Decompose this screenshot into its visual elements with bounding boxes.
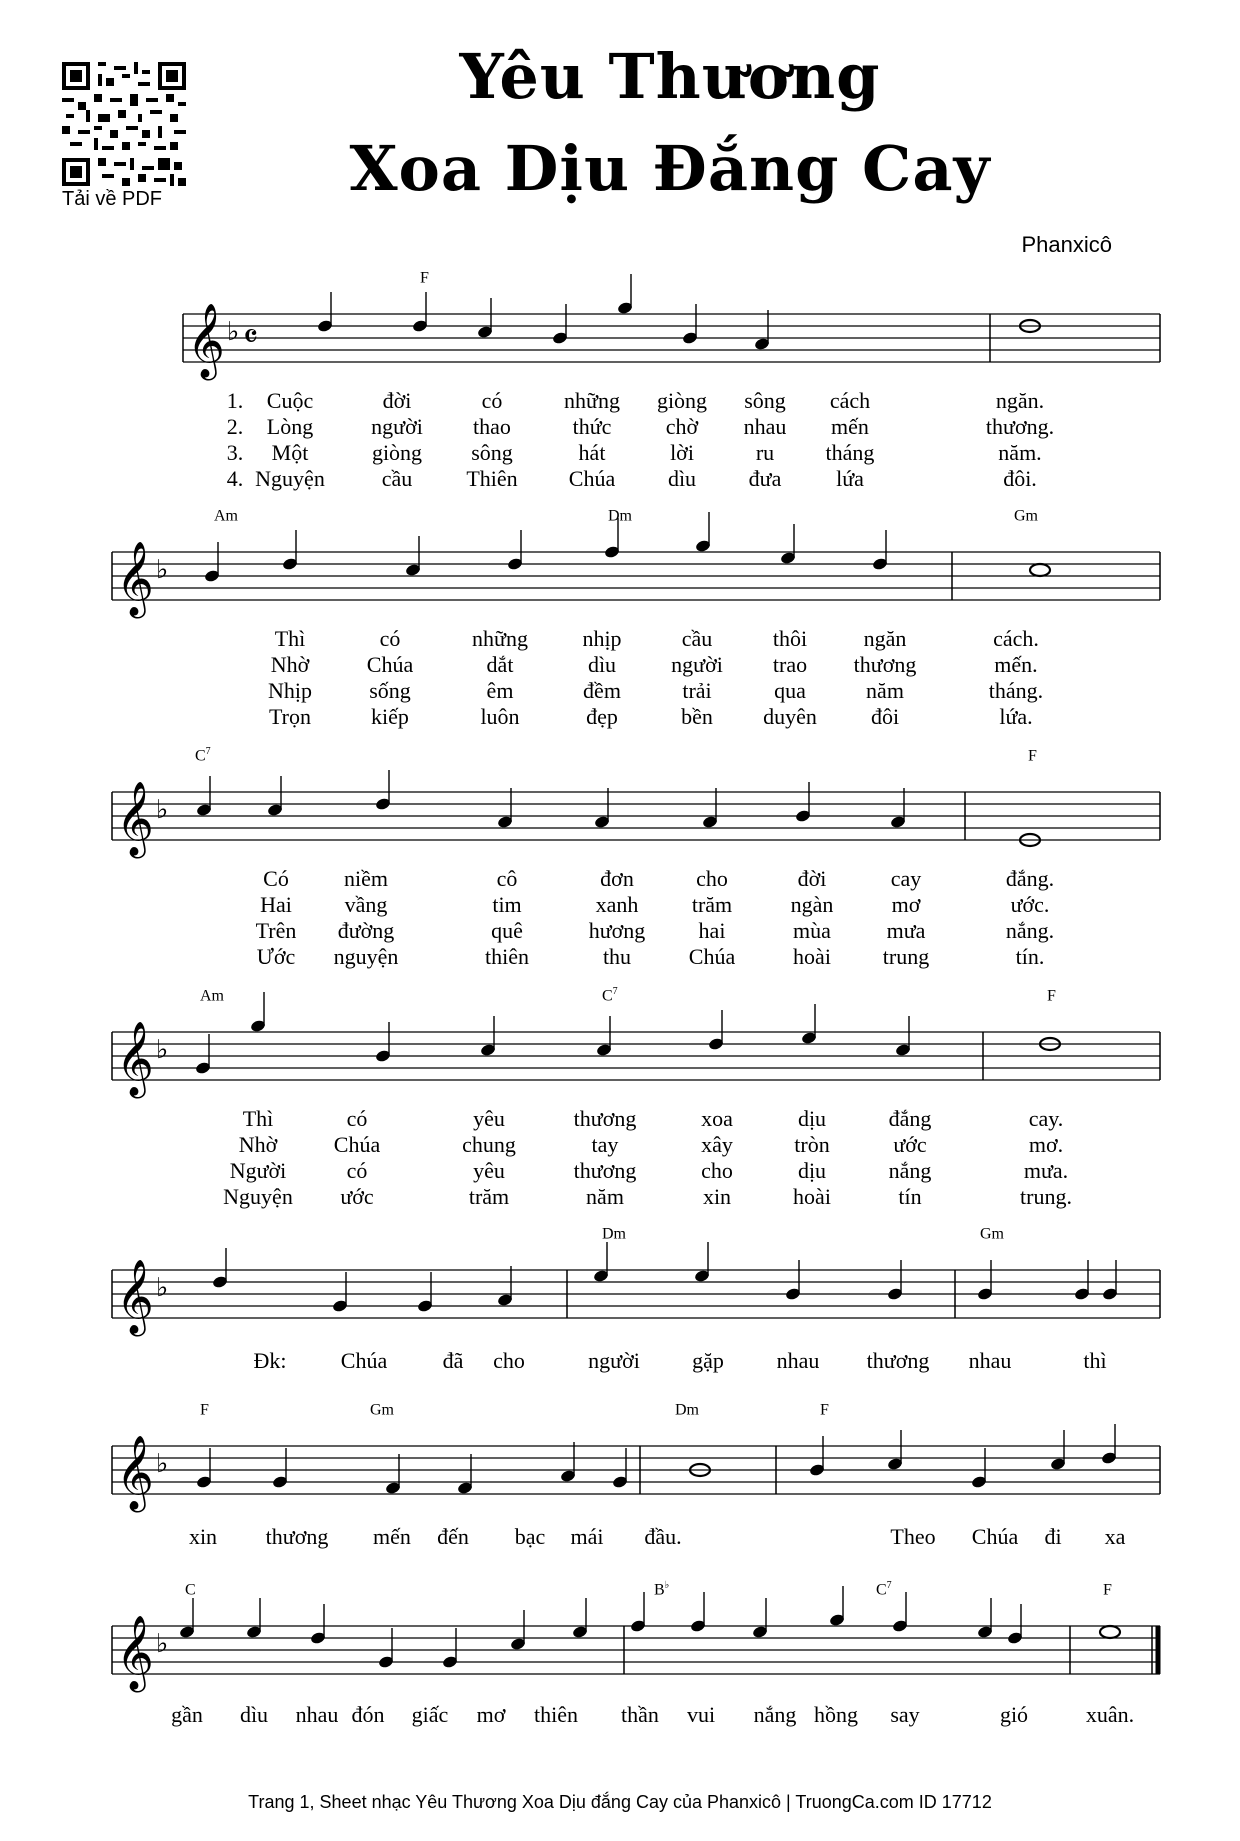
- lyric-syllable: hát: [578, 440, 606, 465]
- lyric-syllable: nắng: [753, 1702, 797, 1727]
- lyric-syllable: mơ: [476, 1702, 506, 1727]
- lyric-syllable: mến: [373, 1524, 411, 1549]
- lyric-syllable: đã: [442, 1348, 464, 1373]
- lyric-syllable: lời: [670, 440, 694, 465]
- lyric-syllable: có: [481, 388, 503, 413]
- lyric-syllable: giòng: [371, 440, 423, 465]
- lyric-syllable: Một: [271, 440, 309, 465]
- lyric-syllable: Chúa: [568, 466, 616, 491]
- treble-clef-icon: 𝄞: [187, 304, 225, 378]
- lyric-line-verse-1: [0, 626, 1240, 652]
- chord-symbol: F: [420, 269, 429, 287]
- lyric-syllable: cay: [890, 866, 922, 891]
- lyric-syllable: sông: [471, 440, 513, 465]
- lyric-syllable: thiên: [534, 1702, 578, 1727]
- lyric-syllable: cay.: [1028, 1106, 1064, 1131]
- lyric-line-verse-1: [0, 1348, 1240, 1374]
- lyric-syllable: dắt: [486, 652, 514, 677]
- lyric-line-verse-3: [0, 440, 1240, 466]
- lyric-syllable: xoa: [701, 1106, 733, 1131]
- lyric-syllable: xây: [701, 1132, 733, 1157]
- lyric-syllable: đềm: [583, 678, 621, 703]
- lyric-syllable: Hai: [260, 892, 292, 917]
- song-title-line-1: Yêu Thương: [459, 40, 881, 113]
- lyric-syllable: mơ.: [1028, 1132, 1064, 1157]
- lyric-syllable: tháng.: [988, 678, 1044, 703]
- lyric-syllable: đón: [351, 1702, 385, 1727]
- lyric-syllable: đầu.: [644, 1524, 682, 1549]
- download-pdf-label[interactable]: Tải về PDF: [62, 188, 163, 210]
- lyric-syllable: thương: [853, 652, 917, 677]
- lyric-syllable: năm.: [998, 440, 1042, 465]
- lyric-syllable: hương: [588, 918, 646, 943]
- key-signature-flat-icon: ♭: [156, 1449, 169, 1479]
- lyric-syllable: hoài: [793, 1184, 831, 1209]
- lyric-syllable: ngăn.: [995, 388, 1045, 413]
- treble-clef-icon: 𝄞: [116, 1022, 154, 1096]
- lyric-syllable: 4.: [226, 466, 244, 491]
- lyric-syllable: nguyện: [333, 944, 399, 969]
- chord-symbol: F: [1047, 987, 1056, 1005]
- lyric-syllable: say: [890, 1702, 920, 1727]
- chord-symbol: F: [200, 1401, 209, 1419]
- chord-symbol: Dm: [608, 507, 632, 525]
- chord-symbol: Gm: [370, 1401, 394, 1419]
- lyric-syllable: Chúa: [333, 1132, 381, 1157]
- lyric-syllable: dìu: [667, 466, 697, 491]
- whole-note: [1030, 564, 1050, 576]
- lyric-syllable: Có: [263, 866, 289, 891]
- lyric-syllable: thương.: [985, 414, 1055, 439]
- lyric-syllable: yêu: [473, 1106, 505, 1131]
- key-signature-flat-icon: ♭: [156, 1273, 169, 1303]
- key-signature-flat-icon: ♭: [156, 795, 169, 825]
- lyric-syllable: Chúa: [340, 1348, 388, 1373]
- chord-symbol: Gm: [1014, 507, 1038, 525]
- treble-clef-icon: 𝄞: [116, 1260, 154, 1334]
- lyric-syllable: Theo: [890, 1524, 936, 1549]
- treble-clef-icon: 𝄞: [116, 1436, 154, 1510]
- treble-clef-icon: 𝄞: [116, 1616, 154, 1690]
- lyric-syllable: thương: [573, 1106, 637, 1131]
- lyric-syllable: 2.: [226, 414, 244, 439]
- whole-note: [1100, 1626, 1120, 1638]
- lyric-syllable: mơ: [891, 892, 921, 917]
- page-footer: Trang 1, Sheet nhạc Yêu Thương Xoa Dịu đắng Cay của Phanxicô | TruongCa.com ID 17712: [248, 1792, 992, 1812]
- lyric-syllable: năm: [866, 678, 904, 703]
- lyric-syllable: Chúa: [688, 944, 736, 969]
- lyric-syllable: hoài: [793, 944, 831, 969]
- staff-system-4: [0, 1002, 1240, 1096]
- lyric-syllable: ước: [893, 1132, 927, 1157]
- lyric-syllable: thì: [1083, 1348, 1107, 1373]
- lyric-syllable: Nhờ: [238, 1132, 278, 1157]
- lyric-syllable: Lòng: [266, 414, 314, 439]
- lyric-syllable: mến.: [994, 652, 1038, 677]
- lyric-syllable: Nhờ: [270, 652, 310, 677]
- lyric-syllable: ru: [755, 440, 775, 465]
- lyric-line-verse-2: [0, 892, 1240, 918]
- lyric-syllable: gặp: [692, 1348, 724, 1373]
- chord-symbol: Am: [214, 507, 238, 525]
- lyric-syllable: người: [671, 652, 723, 677]
- lyric-syllable: trăm: [691, 892, 733, 917]
- lyric-line-verse-4: [0, 704, 1240, 730]
- lyric-syllable: Thiên: [466, 466, 518, 491]
- lyric-syllable: ngăn: [863, 626, 907, 651]
- lyric-syllable: gió: [999, 1702, 1029, 1727]
- lyric-syllable: Trên: [255, 918, 297, 943]
- lyric-syllable: tay: [591, 1132, 619, 1157]
- lyric-syllable: tròn: [794, 1132, 830, 1157]
- lyric-syllable: cách: [829, 388, 871, 413]
- lyric-syllable: Nhịp: [268, 678, 312, 703]
- lyric-syllable: nhau: [295, 1702, 339, 1727]
- lyric-syllable: tháng: [825, 440, 875, 465]
- chord-symbol: F: [1103, 1581, 1112, 1599]
- lyric-syllable: hồng: [814, 1702, 858, 1727]
- staff-system-2: [0, 522, 1240, 616]
- lyric-syllable: nhịp: [582, 626, 622, 651]
- lyric-syllable: đời: [382, 388, 412, 413]
- lyric-syllable: đời: [797, 866, 827, 891]
- lyric-syllable: kiếp: [371, 704, 409, 729]
- chord-symbol: F: [1028, 747, 1037, 765]
- lyric-syllable: những: [564, 388, 620, 413]
- lyric-syllable: những: [472, 626, 528, 651]
- lyric-syllable: duyên: [763, 704, 817, 729]
- lyric-syllable: êm: [486, 678, 514, 703]
- lyric-line-verse-4: [0, 466, 1240, 492]
- lyric-syllable: 3.: [226, 440, 244, 465]
- key-signature-flat-icon: ♭: [227, 317, 240, 347]
- lyric-syllable: đôi.: [1003, 466, 1037, 491]
- staff-system-7: [0, 1596, 1240, 1690]
- lyric-syllable: quê: [491, 918, 523, 943]
- lyric-line-verse-2: [0, 652, 1240, 678]
- lyric-syllable: thần: [621, 1702, 659, 1727]
- lyric-syllable: trung.: [1020, 1184, 1072, 1209]
- lyric-syllable: cầu: [381, 466, 413, 491]
- lyric-syllable: thôi: [772, 626, 808, 651]
- lyric-line-verse-2: [0, 1132, 1240, 1158]
- lyric-syllable: thương: [265, 1524, 329, 1549]
- lyric-syllable: sông: [744, 388, 786, 413]
- staff-system-5: [0, 1240, 1240, 1334]
- lyric-syllable: ước.: [1010, 892, 1050, 917]
- lyric-syllable: đơn: [600, 866, 634, 891]
- lyric-syllable: chờ: [665, 414, 699, 439]
- lyric-syllable: thao: [473, 414, 511, 439]
- lyric-syllable: người: [371, 414, 423, 439]
- lyric-syllable: gần: [171, 1702, 203, 1727]
- lyric-syllable: Thì: [274, 626, 306, 651]
- lyric-syllable: 1.: [226, 388, 244, 413]
- lyric-syllable: thiên: [485, 944, 529, 969]
- lyric-syllable: dịu: [797, 1106, 827, 1131]
- lyric-syllable: vui: [686, 1702, 716, 1727]
- chord-symbol: C: [185, 1581, 196, 1599]
- lyric-syllable: lứa.: [999, 704, 1033, 729]
- lyric-syllable: xin: [702, 1184, 732, 1209]
- song-title-line-2: Xoa Dịu Đắng Cay: [349, 132, 991, 205]
- lyric-syllable: mến: [831, 414, 869, 439]
- lyric-syllable: cho: [493, 1348, 525, 1373]
- lyric-syllable: có: [346, 1158, 368, 1183]
- lyric-syllable: Nguyện: [223, 1184, 293, 1209]
- lyric-syllable: đắng: [888, 1106, 932, 1131]
- chord-symbol: $C^7$: [876, 1580, 892, 1599]
- lyric-syllable: cầu: [681, 626, 713, 651]
- key-signature-flat-icon: ♭: [156, 555, 169, 585]
- lyric-syllable: Ước: [256, 944, 296, 969]
- lyric-syllable: xin: [188, 1524, 218, 1549]
- lyric-syllable: đưa: [748, 466, 782, 491]
- lyric-syllable: trải: [682, 678, 712, 703]
- lyric-syllable: niềm: [344, 866, 388, 891]
- lyric-syllable: hai: [698, 918, 726, 943]
- staff-system-3: [0, 762, 1240, 856]
- staff-system-1: [0, 284, 1240, 378]
- lyric-syllable: vầng: [344, 892, 388, 917]
- lyric-line-verse-3: [0, 1158, 1240, 1184]
- lyric-line-verse-1: [0, 1702, 1240, 1728]
- lyric-syllable: đẹp: [586, 704, 618, 729]
- lyric-syllable: bạc: [514, 1524, 546, 1549]
- lyric-syllable: đi: [1044, 1524, 1062, 1549]
- lyric-syllable: thương: [866, 1348, 930, 1373]
- lyric-syllable: trăm: [468, 1184, 510, 1209]
- lyric-line-verse-4: [0, 1184, 1240, 1210]
- lyric-syllable: qua: [774, 678, 806, 703]
- lyric-syllable: xa: [1104, 1524, 1126, 1549]
- lyric-line-verse-1: [0, 866, 1240, 892]
- lyric-syllable: giấc: [411, 1702, 449, 1727]
- chord-symbol: Dm: [675, 1401, 699, 1419]
- lyric-syllable: nắng: [888, 1158, 932, 1183]
- lyric-syllable: tim: [492, 892, 522, 917]
- lyric-syllable: tín: [898, 1184, 922, 1209]
- chord-symbol: Am: [200, 987, 224, 1005]
- treble-clef-icon: 𝄞: [116, 542, 154, 616]
- lyric-line-verse-1: [0, 1524, 1240, 1550]
- lyric-syllable: thức: [572, 414, 612, 439]
- chord-symbol: Dm: [602, 1225, 626, 1243]
- lyric-syllable: bền: [681, 704, 713, 729]
- lyric-syllable: nhau: [743, 414, 787, 439]
- lyric-syllable: mùa: [793, 918, 831, 943]
- lyric-syllable: có: [346, 1106, 368, 1131]
- lyric-syllable: nhau: [776, 1348, 820, 1373]
- lyric-syllable: cô: [496, 866, 518, 891]
- lyric-syllable: trung: [882, 944, 930, 969]
- lyric-syllable: Đk:: [253, 1348, 287, 1373]
- lyric-syllable: cho: [701, 1158, 733, 1183]
- lyric-line-verse-1: [0, 1106, 1240, 1132]
- lyric-syllable: thu: [602, 944, 632, 969]
- lyric-syllable: mái: [570, 1524, 604, 1549]
- lyric-syllable: Nguyện: [255, 466, 325, 491]
- lyric-syllable: cho: [696, 866, 728, 891]
- lyric-line-verse-3: [0, 678, 1240, 704]
- chord-symbol: B♭: [654, 1580, 670, 1599]
- lyric-line-verse-1: [0, 388, 1240, 414]
- lyric-syllable: dịu: [797, 1158, 827, 1183]
- lyric-syllable: chung: [462, 1132, 516, 1157]
- lyric-syllable: đôi: [870, 704, 900, 729]
- lyric-syllable: Chúa: [971, 1524, 1019, 1549]
- lyric-syllable: yêu: [473, 1158, 505, 1183]
- lyric-line-verse-3: [0, 918, 1240, 944]
- lyric-syllable: nắng.: [1005, 918, 1055, 943]
- qr-code[interactable]: [62, 62, 186, 186]
- lyric-syllable: dìu: [239, 1702, 269, 1727]
- lyric-syllable: mưa: [886, 918, 926, 943]
- key-signature-flat-icon: ♭: [156, 1629, 169, 1659]
- composer-name: Phanxicô: [1021, 232, 1112, 257]
- lyric-syllable: đường: [337, 918, 395, 943]
- lyric-syllable: trao: [772, 652, 808, 677]
- lyric-syllable: tín.: [1015, 944, 1045, 969]
- lyric-syllable: Trọn: [269, 704, 311, 729]
- treble-clef-icon: 𝄞: [116, 782, 154, 856]
- lyric-syllable: dìu: [587, 652, 617, 677]
- lyric-syllable: Người: [229, 1158, 287, 1183]
- lyric-syllable: Chúa: [366, 652, 414, 677]
- lyric-syllable: người: [588, 1348, 640, 1373]
- lyric-syllable: sống: [369, 678, 411, 703]
- lyric-syllable: Cuộc: [266, 388, 314, 413]
- lyric-syllable: ngàn: [790, 892, 834, 917]
- lyric-syllable: đắng.: [1005, 866, 1055, 891]
- lyric-syllable: luôn: [480, 704, 520, 729]
- lyric-line-verse-2: [0, 414, 1240, 440]
- lyric-syllable: cách.: [993, 626, 1039, 651]
- lyric-syllable: giòng: [656, 388, 708, 413]
- staff-system-6: [0, 1416, 1240, 1510]
- lyric-syllable: ước: [340, 1184, 374, 1209]
- lyric-syllable: Thì: [242, 1106, 274, 1131]
- chord-symbol: F: [820, 1401, 829, 1419]
- lyric-syllable: nhau: [968, 1348, 1012, 1373]
- lyric-syllable: đến: [437, 1524, 469, 1549]
- lyric-line-verse-4: [0, 944, 1240, 970]
- common-time-icon: 𝄴: [243, 317, 259, 357]
- lyric-syllable: năm: [586, 1184, 624, 1209]
- key-signature-flat-icon: ♭: [156, 1035, 169, 1065]
- lyric-syllable: lứa: [836, 466, 864, 491]
- chord-symbol: $C^7$: [195, 746, 211, 765]
- lyric-syllable: xanh: [595, 892, 639, 917]
- chord-symbol: Gm: [980, 1225, 1004, 1243]
- lyric-syllable: có: [379, 626, 401, 651]
- lyric-syllable: thương: [573, 1158, 637, 1183]
- lyric-syllable: xuân.: [1085, 1702, 1135, 1727]
- lyric-syllable: mưa.: [1023, 1158, 1069, 1183]
- chord-symbol: $C^7$: [602, 986, 618, 1005]
